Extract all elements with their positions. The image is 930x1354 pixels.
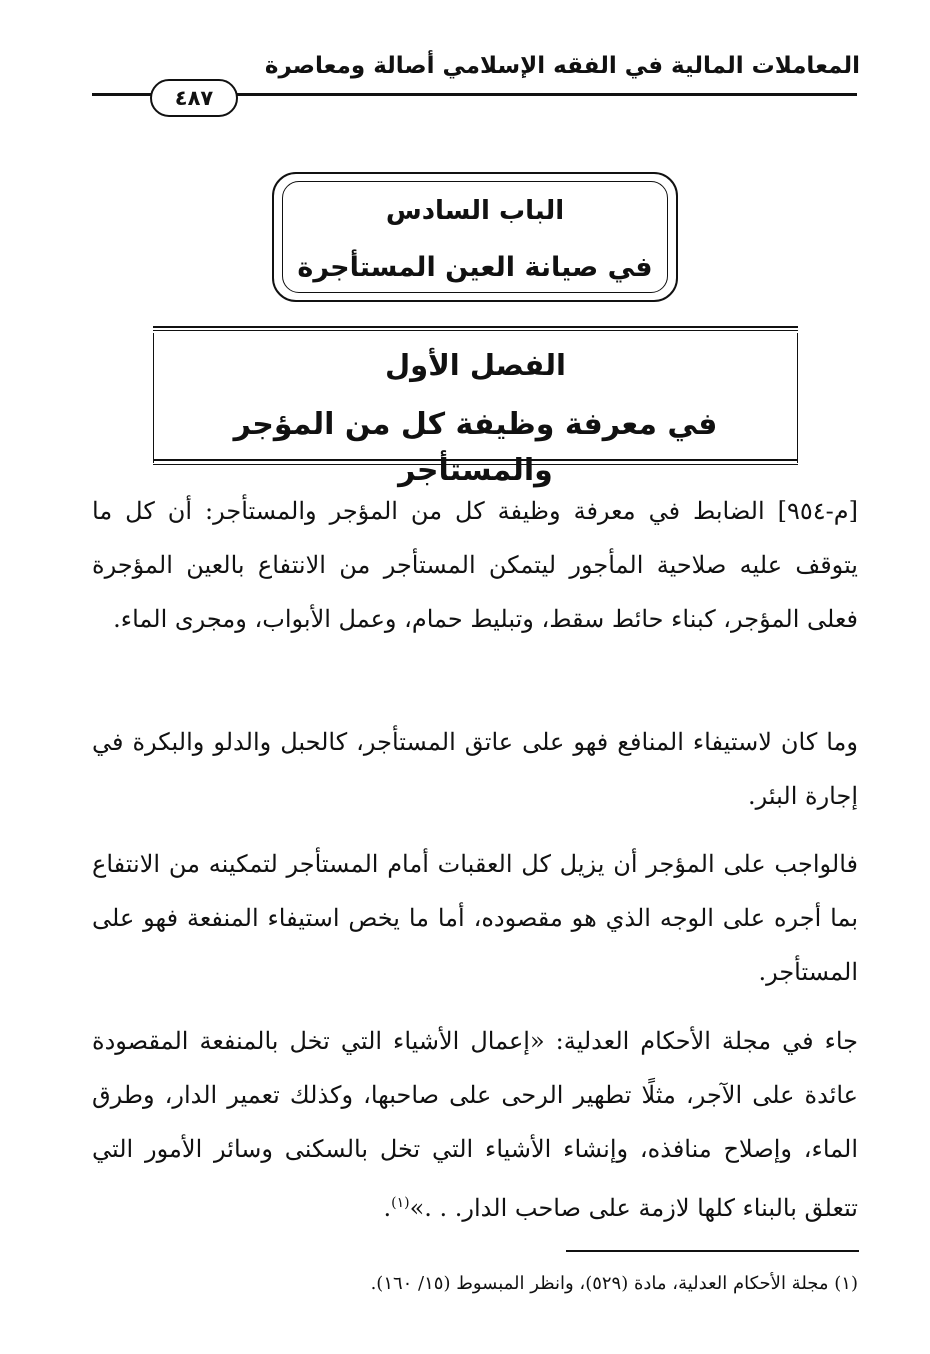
quote-text: جاء في مجلة الأحكام العدلية: «إعمال الأشياء التي تخل بالمنفعة المقصودة عائدة على الآجر، مثلًا تطهير الرحى على صاحبها، وكذلك تعمير الدار، وطرق الماء، وإصلاح منافذه، وإنشاء الأشياء التي تخل بالسكنى وسائر الأمور التي تتعلق بالبناء كلها لازمة على صاحب الدار. . .» (92, 1027, 859, 1222)
body-paragraph: جاء في مجلة الأحكام العدلية: «إعمال الأشياء التي تخل بالمنفعة المقصودة عائدة على الآجر، مثلًا تطهير الرحى على صاحبها، وكذلك تعمير الدار، وطرق الماء، وإصلاح منافذه، وإنشاء الأشياء التي تخل بالسكنى وسائر الأمور التي تتعلق بالبناء كلها لازمة على صاحب الدار. . .»$^{(١)}$. (92, 1027, 859, 1222)
chapter-title: الباب السادس (385, 196, 565, 226)
page-number: ٤٨٧ (150, 79, 238, 117)
footnote-reference: (١) (391, 1195, 410, 1211)
section-subtitle: في معرفة وظيفة كل من المؤجر والمستأجر (233, 407, 718, 488)
footnote-rule (566, 1250, 859, 1252)
body-paragraph: فالواجب على المؤجر أن يزيل كل العقبات أمام المستأجر لتمكينه من الانتفاع بما أجره على الوجه الذي هو مقصوده، أما ما يخص استيفاء المنفعة فهو على المستأجر. (92, 850, 858, 986)
section-title: الفصل الأول (385, 348, 566, 382)
body-paragraph: وما كان لاستيفاء المنافع فهو على عاتق المستأجر، كالحبل والدلو والبكرة في إجارة البئر. (92, 728, 858, 810)
section-rule-top (153, 326, 798, 328)
chapter-subtitle: في صيانة العين المستأجرة (297, 252, 653, 283)
section-rule-top-thin (153, 330, 798, 331)
running-title: المعاملات المالية في الفقه الإسلامي أصالة ومعاصرة (264, 53, 860, 79)
body-paragraph: [م-٩٥٤] الضابط في معرفة وظيفة كل من المؤجر والمستأجر: أن كل ما يتوقف عليه صلاحية المأجور ليتمكن المستأجر من الانتفاع بالعين المؤجرة فعلى المؤجر، كبناء حائط سقط، وتبليط حمام، وعمل الأبواب، ومجرى الماء. (92, 497, 858, 633)
footnote: (١) مجلة الأحكام العدلية، مادة (٥٢٩)، وانظر المبسوط (١٥/ ١٦٠). (370, 1273, 858, 1294)
